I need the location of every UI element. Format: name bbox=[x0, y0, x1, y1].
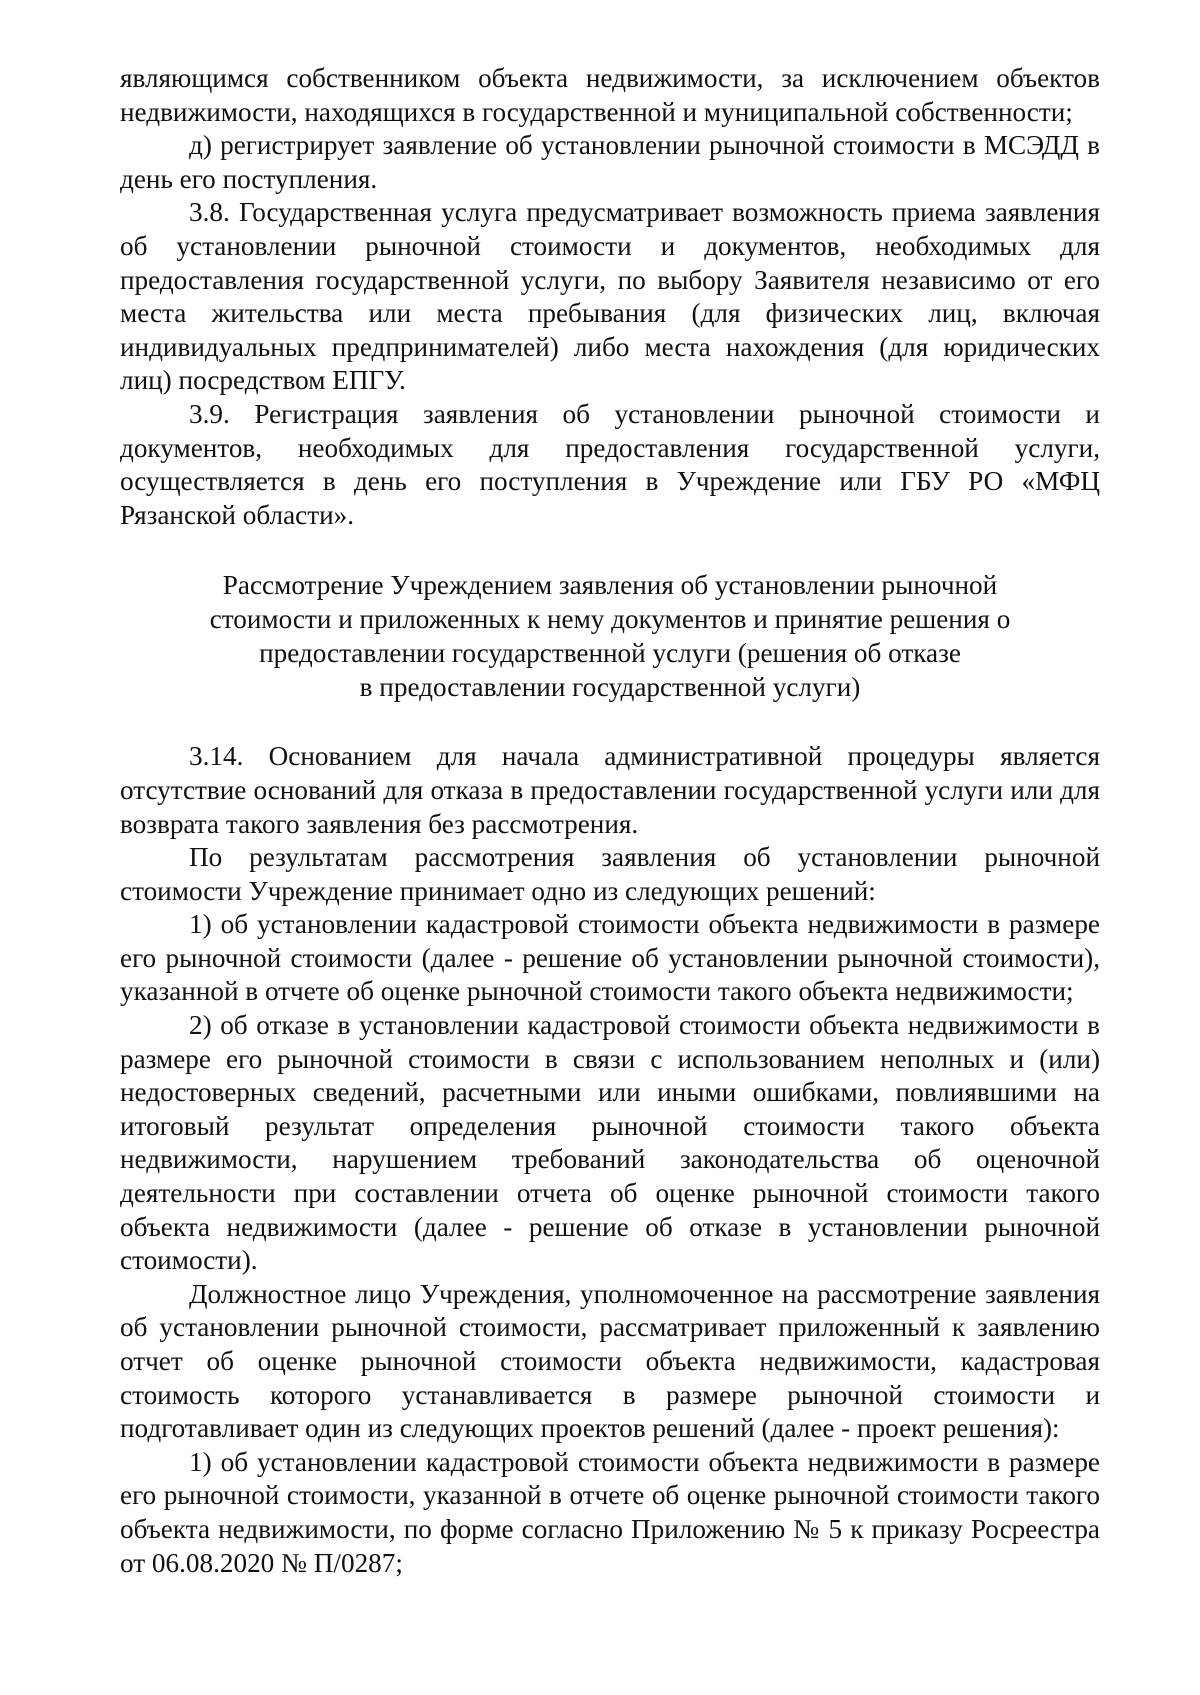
paragraph-draft-1: 1) об установлении кадастровой стоимости объекта недвижимости в размере его рыночной стоимости, указанной в отчете об оценке рыночной стоимости такого объекта недвижимости, по форме согласно Приложению № 5 к приказу Росреестра от 06.08.2020 № П/0287; bbox=[120, 1446, 1100, 1578]
section-title-line: стоимости и приложенных к нему документов и принятие решения о bbox=[209, 604, 1011, 635]
paragraph-item-d: д) регистрирует заявление об установлении рыночной стоимости в МСЭДД в день его поступления. bbox=[120, 130, 1100, 194]
paragraph-3-8: 3.8. Государственная услуга предусматривает возможность приема заявления об установлении рыночной стоимости и документов, необходимых для предоставления государственной услуги, по выбору Заявителя независимо от его места жительства или места пребывания (для физических лиц, включая индивидуальных предпринимателей) либо места нахождения (для юридических лиц) посредством ЕПГУ. bbox=[120, 197, 1100, 396]
paragraph-3-9: 3.9. Регистрация заявления об установлении рыночной стоимости и документов, необходимых для предоставления государственной услуги, осуществляется в день его поступления в Учреждение или ГБУ РО «МФЦ Рязанской области». bbox=[120, 398, 1100, 530]
section-title-line: предоставлении государственной услуги (решения об отказе bbox=[259, 638, 961, 669]
section-title-line: в предоставлении государственной услуги) bbox=[359, 672, 861, 703]
document-page bbox=[120, 62, 1100, 1580]
paragraph-decisions-intro: По результатам рассмотрения заявления об установлении рыночной стоимости Учреждение принимает одно из следующих решений: bbox=[120, 842, 1100, 906]
paragraph-3-14: 3.14. Основанием для начала административной процедуры является отсутствие оснований для отказа в предоставлении государственной услуги или для возврата такого заявления без рассмотрения. bbox=[120, 741, 1100, 839]
paragraph-decision-1: 1) об установлении кадастровой стоимости объекта недвижимости в размере его рыночной стоимости (далее - решение об установлении рыночной стоимости), указанной в отчете об оценке рыночной стоимости такого объекта недвижимости; bbox=[120, 909, 1100, 1007]
section-title bbox=[120, 568, 1100, 704]
paragraph-decision-2: 2) об отказе в установлении кадастровой стоимости объекта недвижимости в размере его рыночной стоимости в связи с использованием неполных и (или) недостоверных сведений, расчетными или иными ошибками, повлиявшими на итоговый результат определения рыночной стоимости такого объекта недвижимости, нарушением требований законодательства об оценочной деятельности при составлении отчета об оценке рыночной стоимости такого объекта недвижимости (далее - решение об отказе в установлении рыночной стоимости). bbox=[120, 1010, 1100, 1276]
paragraph-official: Должностное лицо Учреждения, уполномоченное на рассмотрение заявления об установлении рыночной стоимости, рассматривает приложенный к заявлению отчет об оценке рыночной стоимости объекта недвижимости, кадастровая стоимость которого устанавливается в размере рыночной стоимости и подготавливает один из следующих проектов решений (далее - проект решения): bbox=[120, 1278, 1100, 1444]
section-title-line: Рассмотрение Учреждением заявления об установлении рыночной bbox=[222, 570, 998, 601]
paragraph-continuation: являющимся собственником объекта недвижимости, за исключением объектов недвижимости, находящихся в государственной и муниципальной собственности; bbox=[120, 63, 1100, 127]
